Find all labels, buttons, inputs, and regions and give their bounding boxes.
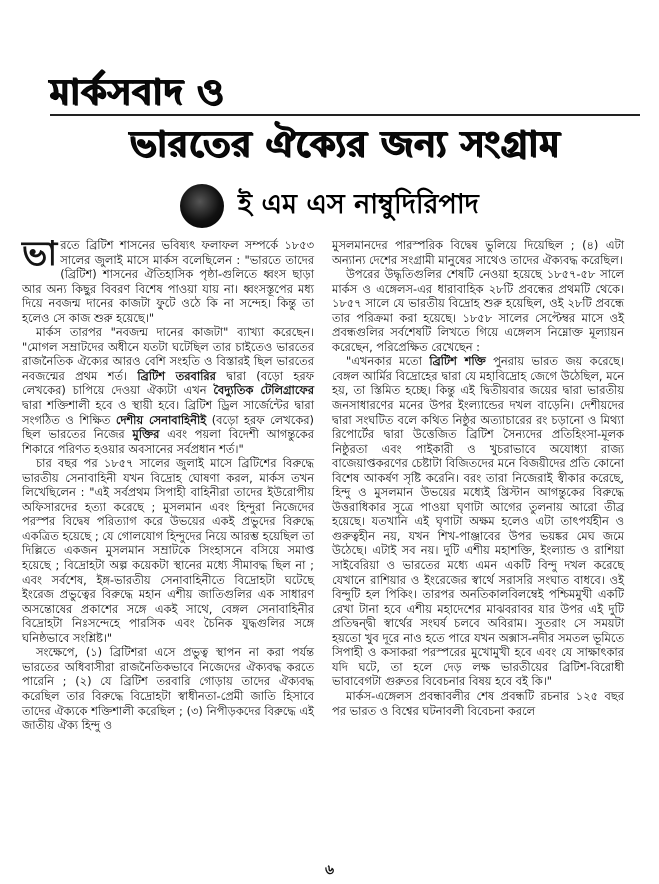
right-paragraph-1: মুসলমানদের পারস্পরিক বিদ্বেষ ভুলিয়ে দিয়েছিল ; (৪) এটা অন্যান্য দেশের সংগ্রামী মানুষের সাথেও তাদের ঐক্যবদ্ধ করেছিল। bbox=[332, 238, 624, 267]
article-title bbox=[22, 62, 642, 172]
right-paragraph-4: মার্কস-এঙ্গেলস প্রবন্ধাবলীর শেষ প্রবন্ধটি রচনার ১২৫ বছর পর ভারত ও বিশ্বের ঘটনাবলী বিবেচনা করলে bbox=[332, 688, 624, 718]
author-name: ই এম এস নাম্বুদিরিপাদ bbox=[238, 189, 479, 220]
page-number: ৬ bbox=[325, 862, 335, 878]
drop-cap: ভা bbox=[22, 234, 58, 274]
left-paragraph-1: ভারতে ব্রিটিশ শাসনের ভবিষ্যৎ ফলাফল সম্পর্কে ১৮৫৩ সালের জুলাই মাসে মার্কস বলেছিলেন : "ভারতে তাদের (ব্রিটিশ) শাসনের ঐতিহাসিক পৃষ্ঠা-গুলিতে ধ্বংস ছাড়া আর অন্য কিছুর বিবরণ বিশেষ পাওয়া যায় না। ধ্বংসস্তূপের মধ্য দিয়ে নবজন্ম দানের কাজটা ফুটে ওঠে কি না সন্দেহ। কিন্তু তা হলেও সে কাজ শুরু হয়েছে।" bbox=[22, 234, 314, 325]
title-rule bbox=[50, 114, 640, 116]
column-divider bbox=[320, 238, 321, 848]
right-column bbox=[332, 238, 624, 718]
author-byline bbox=[180, 180, 600, 232]
title-line-2: ভারতের ঐক্যের জন্য সংগ্রাম bbox=[130, 123, 561, 165]
left-column bbox=[22, 234, 315, 733]
left-paragraph-3: চার বছর পর ১৮৫৭ সালের জুলাই মাসে ব্রিটিশের বিরুদ্ধে ভারতীয় সেনাবাহিনী যখন বিদ্রোহ ঘোষণা করল, মার্কস তখন লিখেছিলেন : "এই সর্বপ্রথম সিপাহী বাহিনীরা তাদের ইউরোপীয় অফিসারদের হত্যা করেছে ; মুসলমান এবং হিন্দুরা নিজেদের পরস্পর বিদ্বেষ পরিত্যাগ করে উভয়ের একই প্রভুদের বিরুদ্ধে একত্রিত হয়েছে ; যে গোলযোগ হিন্দুদের নিয়ে আরম্ভ হয়েছিল তা দিল্লিতে একজন মুসলমান সম্রাটকে সিংহাসনে বসিয়ে সমাপ্ত হয়েছে ; বিদ্রোহটা অল্প কয়েকটা স্থানের মধ্যে সীমাবদ্ধ ছিল না ; এবং সর্বশেষ, ইঙ্গ-ভারতীয় সেনাবাহিনীতে বিদ্রোহটা ঘটেছে ইংরেজ প্রভুত্বের বিরুদ্ধে মহান এশীয় জাতিগুলির এক সাধারণ অসন্তোষের প্রকাশের সঙ্গে একই সাথে, বেঙ্গল সেনাবাহিনীর বিদ্রোহটা নিঃসন্দেহে পারসিক এবং চৈনিক যুদ্ধগুলির সঙ্গে ঘনিষ্ঠভাবে সংশ্লিষ্ট।" bbox=[22, 456, 314, 645]
right-paragraph-2: উপরের উদ্ধৃতিগুলির শেষটি নেওয়া হয়েছে ১৮৫৭-৫৮ সালে মার্কস ও এঙ্গেলস-এর ধারাবাহিক ২৮টি প্রবন্ধের প্রথমটি থেকে। ১৮৫৭ সালে যে ভারতীয় বিদ্রোহ শুরু হয়েছিল, ওই ২৮টি প্রবন্ধে তার পরিক্রমা করা হয়েছে। ১৮৫৮ সালের সেপ্টেম্বর মাসে ওই প্রবন্ধগুলির সর্বশেষটি লিখতে গিয়ে এঙ্গেলস নিম্নোক্ত মূল্যায়ন করেছেন, পরিপ্রেক্ষিত রেখেছেন : bbox=[332, 267, 624, 354]
right-paragraph-3: "এখনকার মতো ব্রিটিশ শক্তি পুনরায় ভারত জয় করেছে। বেঙ্গল আর্মির বিদ্রোহের দ্বারা যে মহাবিদ্রোহ জেগে উঠেছিল, মনে হয়, তা স্তিমিত হচ্ছে। কিন্তু এই দ্বিতীয়বার জয়ের দ্বারা ভারতীয় জনসাধারণের মনের উপর ইংল্যান্ডের দখল বাড়েনি। দেশীয়দের দ্বারা সংঘটিত বলে কথিত নিষ্ঠুর অত্যাচারের রং চড়ানো ও মিথ্যা রিপোর্টের দ্বারা উত্তেজিত ব্রিটিশ সৈন্যদের প্রতিহিংসা-মূলক নিষ্ঠুরতা এবং পাইকারী ও খুচরাভাবে অযোধ্যা রাজ্য বাজেয়াপ্তকরণের চেষ্টাটা বিজিতদের মনে বিজয়ীদের প্রতি কোনো বিশেষ আকর্ষণ সৃষ্টি করেনি। বরং তারা নিজেরাই স্বীকার করেছে, হিন্দু ও মুসলমান উভয়ের মধ্যেই খ্রিস্টান আগন্তুকের বিরুদ্ধে উত্তরাধিকার সূত্রে পাওয়া ঘৃণাটা আগের তুলনায় আরো তীব্র হয়েছে। যতখানি এই ঘৃণাটা অক্ষম হলেও এটা তাৎপর্যহীন ও গুরুত্বহীন নয়, যখন শিখ-পাঞ্জাবের উপর ভয়ঙ্কর মেঘ জমে উঠেছে। এটাই সব নয়। দুটি এশীয় মহাশক্তি, ইংল্যান্ড ও রাশিয়া সাইবেরিয়া ও ভারতের মধ্যে এমন একটি বিন্দু দখল করেছে যেখানে রাশিয়ার ও ইংরেজের স্বার্থে সরাসরি সংঘাত বাধবে। ওই বিন্দুটি হল পিকিং। তারপর অনতিকালবিলম্বেই পশ্চিমমুখী একটি রেখা টানা হবে এশীয় মহাদেশের মাঝবরাবর যার উপর এই দুটি প্রতিদ্বন্দ্বী স্বার্থের সংঘর্ষ চলবে অবিরাম। সুতরাং সে সময়টা হয়তো খুব দূরে নাও হতে পারে যখন অক্সাস-নদীর সমতল ভূমিতে সিপাহী ও কসাকরা পরস্পরের মুখোমুখী হবে এবং যে সাক্ষাৎকার যদি ঘটে, তা হলে দেড় লক্ষ ভারতীয়ের ব্রিটিশ-বিরোধী ভাবাবেগটা গুরুতর বিবেচনার বিষয় হবে বই কি।" bbox=[332, 354, 625, 689]
left-paragraph-2: মার্কস তারপর "নবজন্ম দানের কাজটা" ব্যাখ্যা করেছেন। "মোগল সম্রাটদের অধীনে যতটা ঘটেছিল তার চাইতেও ভারতের রাজনৈতিক ঐক্যের আরও বেশি সংহতি ও বিস্তারই ছিল ভারতের নবজন্মের প্রথম শর্ত। ব্রিটিশ তরবারির দ্বারা (বড়ো হরফ লেখকের) চাপিয়ে দেওয়া ঐক্যটা এখন বৈদ্যুতিক টেলিগ্রাফের দ্বারা শক্তিশালী হবে ও স্থায়ী হবে। ব্রিটিশ ড্রিল সার্জেন্টের দ্বারা সংগঠিত ও শিক্ষিত দেশীয় সেনাবাহিনীই (বড়ো হরফ লেখকের) ছিল ভারতের নিজের মুক্তির এবং পয়লা বিদেশী আগন্তুকের শিকারে পরিণত হওয়ার অবসানের সর্বপ্রধান শর্ত।" bbox=[22, 325, 315, 456]
title-line-1: মার্কসবাদ ও bbox=[50, 71, 225, 113]
bullet-circle-icon bbox=[180, 184, 224, 228]
left-paragraph-4: সংক্ষেপে, (১) ব্রিটিশরা এসে প্রভুত্ব স্থাপন না করা পর্যন্ত ভারতের অধিবাসীরা রাজনৈতিকভাবে নিজেদের ঐক্যবদ্ধ করতে পারেনি ; (২) যে ব্রিটিশ তরবারি গোড়ায় তাদের ঐক্যবদ্ধ করেছিল তার বিরুদ্ধে বিদ্রোহটা স্বাধীনতা-প্রেমী জাতি হিসাবে তাদের ঐক্যকে শক্তিশালী করেছিল ; (৩) নিপীড়কদের বিরুদ্ধে এই জাতীয় ঐক্য হিন্দু ও bbox=[22, 645, 314, 733]
